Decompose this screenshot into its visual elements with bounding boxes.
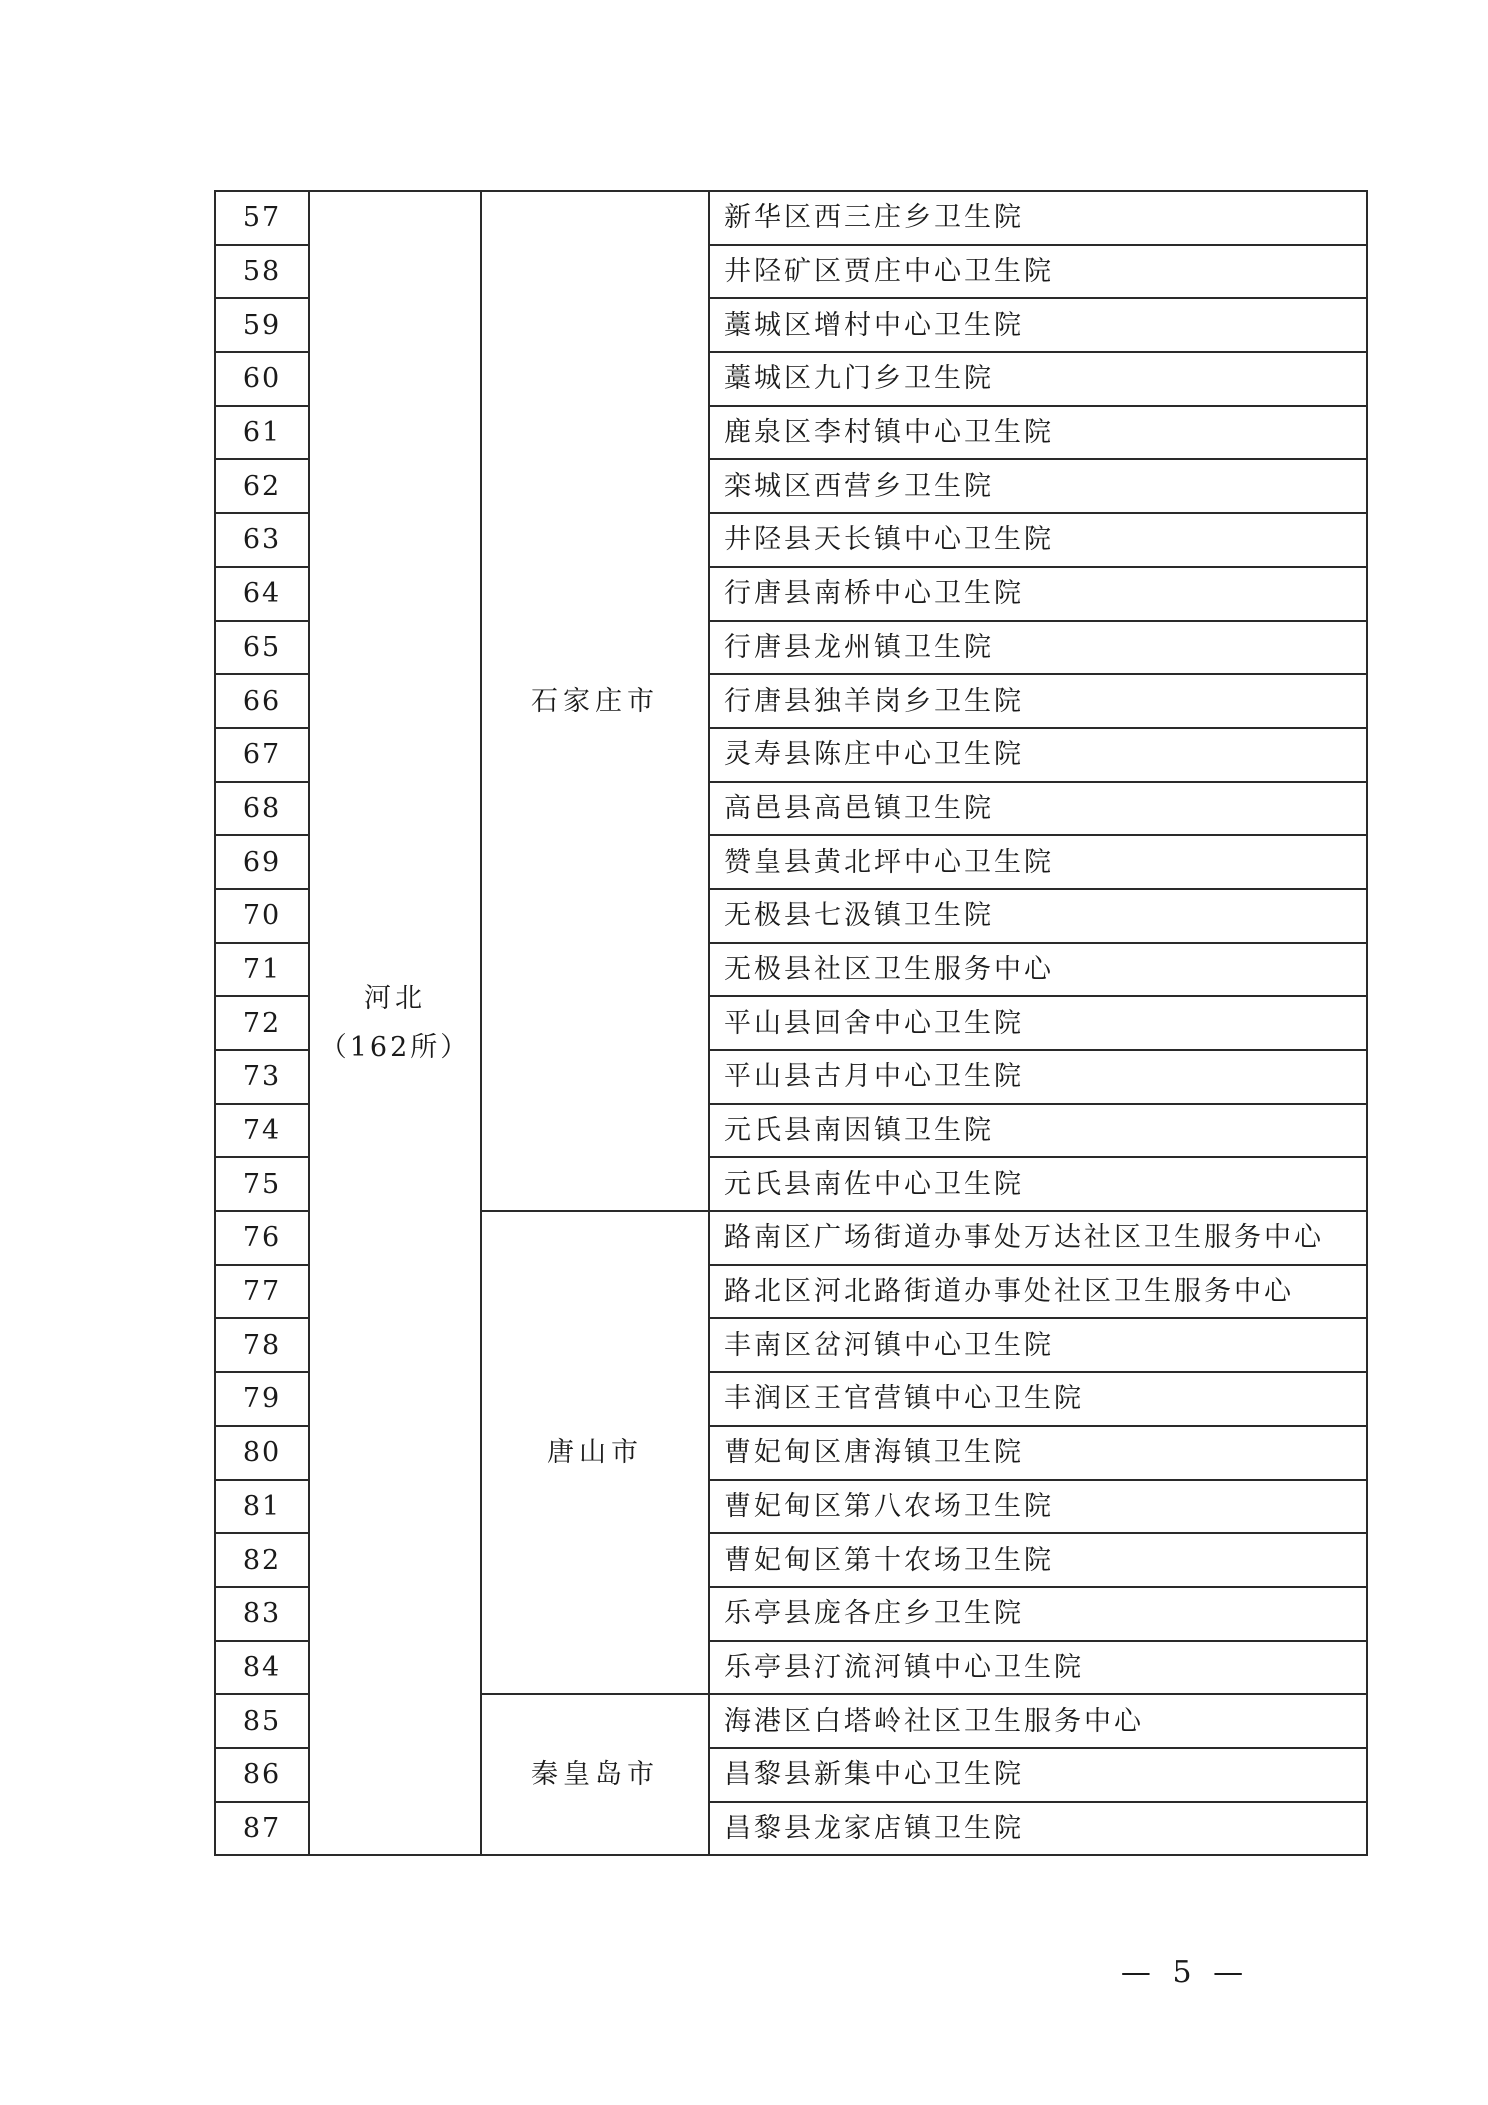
facility-name: 高邑县高邑镇卫生院 (709, 782, 1367, 836)
row-number: 68 (215, 782, 309, 836)
row-number: 87 (215, 1802, 309, 1856)
facility-name: 路南区广场街道办事处万达社区卫生服务中心 (709, 1211, 1367, 1265)
row-number: 61 (215, 406, 309, 460)
facility-name: 丰润区王官营镇中心卫生院 (709, 1372, 1367, 1426)
row-number: 80 (215, 1426, 309, 1480)
facility-name: 乐亭县汀流河镇中心卫生院 (709, 1641, 1367, 1695)
facility-name: 灵寿县陈庄中心卫生院 (709, 728, 1367, 782)
facility-name: 新华区西三庄乡卫生院 (709, 191, 1367, 245)
facility-name: 平山县古月中心卫生院 (709, 1050, 1367, 1104)
row-number: 67 (215, 728, 309, 782)
facility-name: 井陉县天长镇中心卫生院 (709, 513, 1367, 567)
facility-name: 行唐县龙州镇卫生院 (709, 621, 1367, 675)
row-number: 78 (215, 1318, 309, 1372)
city-cell: 秦皇岛市 (481, 1694, 709, 1855)
facility-name: 井陉矿区贾庄中心卫生院 (709, 245, 1367, 299)
row-number: 59 (215, 298, 309, 352)
row-number: 69 (215, 835, 309, 889)
facility-name: 海港区白塔岭社区卫生服务中心 (709, 1694, 1367, 1748)
row-number: 84 (215, 1641, 309, 1695)
province-count: （162所） (319, 1032, 471, 1064)
row-number: 72 (215, 996, 309, 1050)
facility-name: 藁城区增村中心卫生院 (709, 298, 1367, 352)
facility-name: 路北区河北路街道办事处社区卫生服务中心 (709, 1265, 1367, 1319)
row-number: 74 (215, 1104, 309, 1158)
facility-name: 栾城区西营乡卫生院 (709, 459, 1367, 513)
facility-table (214, 190, 1368, 1856)
row-number: 62 (215, 459, 309, 513)
row-number: 63 (215, 513, 309, 567)
table-row (215, 191, 1367, 245)
facility-name: 藁城区九门乡卫生院 (709, 352, 1367, 406)
facility-name: 平山县回舍中心卫生院 (709, 996, 1367, 1050)
row-number: 66 (215, 674, 309, 728)
city-cell: 唐山市 (481, 1211, 709, 1694)
facility-name: 赞皇县黄北坪中心卫生院 (709, 835, 1367, 889)
facility-name: 曹妃甸区唐海镇卫生院 (709, 1426, 1367, 1480)
facility-name: 元氏县南因镇卫生院 (709, 1104, 1367, 1158)
row-number: 71 (215, 943, 309, 997)
province-cell (309, 191, 481, 1855)
row-number: 64 (215, 567, 309, 621)
row-number: 75 (215, 1157, 309, 1211)
facility-name: 无极县社区卫生服务中心 (709, 943, 1367, 997)
city-cell: 石家庄市 (481, 191, 709, 1211)
row-number: 83 (215, 1587, 309, 1641)
row-number: 82 (215, 1533, 309, 1587)
row-number: 79 (215, 1372, 309, 1426)
row-number: 58 (215, 245, 309, 299)
facility-name: 无极县七汲镇卫生院 (709, 889, 1367, 943)
facility-name: 鹿泉区李村镇中心卫生院 (709, 406, 1367, 460)
row-number: 86 (215, 1748, 309, 1802)
row-number: 77 (215, 1265, 309, 1319)
row-number: 60 (215, 352, 309, 406)
province-name: 河北 (364, 983, 426, 1015)
facility-name: 元氏县南佐中心卫生院 (709, 1157, 1367, 1211)
facility-name: 曹妃甸区第十农场卫生院 (709, 1533, 1367, 1587)
facility-name: 乐亭县庞各庄乡卫生院 (709, 1587, 1367, 1641)
row-number: 57 (215, 191, 309, 245)
facility-name: 曹妃甸区第八农场卫生院 (709, 1480, 1367, 1534)
facility-name: 行唐县南桥中心卫生院 (709, 567, 1367, 621)
page-number: — 5 — (1120, 1955, 1250, 1990)
facility-name: 昌黎县龙家店镇卫生院 (709, 1802, 1367, 1856)
row-number: 73 (215, 1050, 309, 1104)
facility-name: 丰南区岔河镇中心卫生院 (709, 1318, 1367, 1372)
facility-name: 昌黎县新集中心卫生院 (709, 1748, 1367, 1802)
row-number: 76 (215, 1211, 309, 1265)
row-number: 70 (215, 889, 309, 943)
row-number: 65 (215, 621, 309, 675)
row-number: 81 (215, 1480, 309, 1534)
table-body (215, 191, 1367, 1855)
row-number: 85 (215, 1694, 309, 1748)
facility-name: 行唐县独羊岗乡卫生院 (709, 674, 1367, 728)
